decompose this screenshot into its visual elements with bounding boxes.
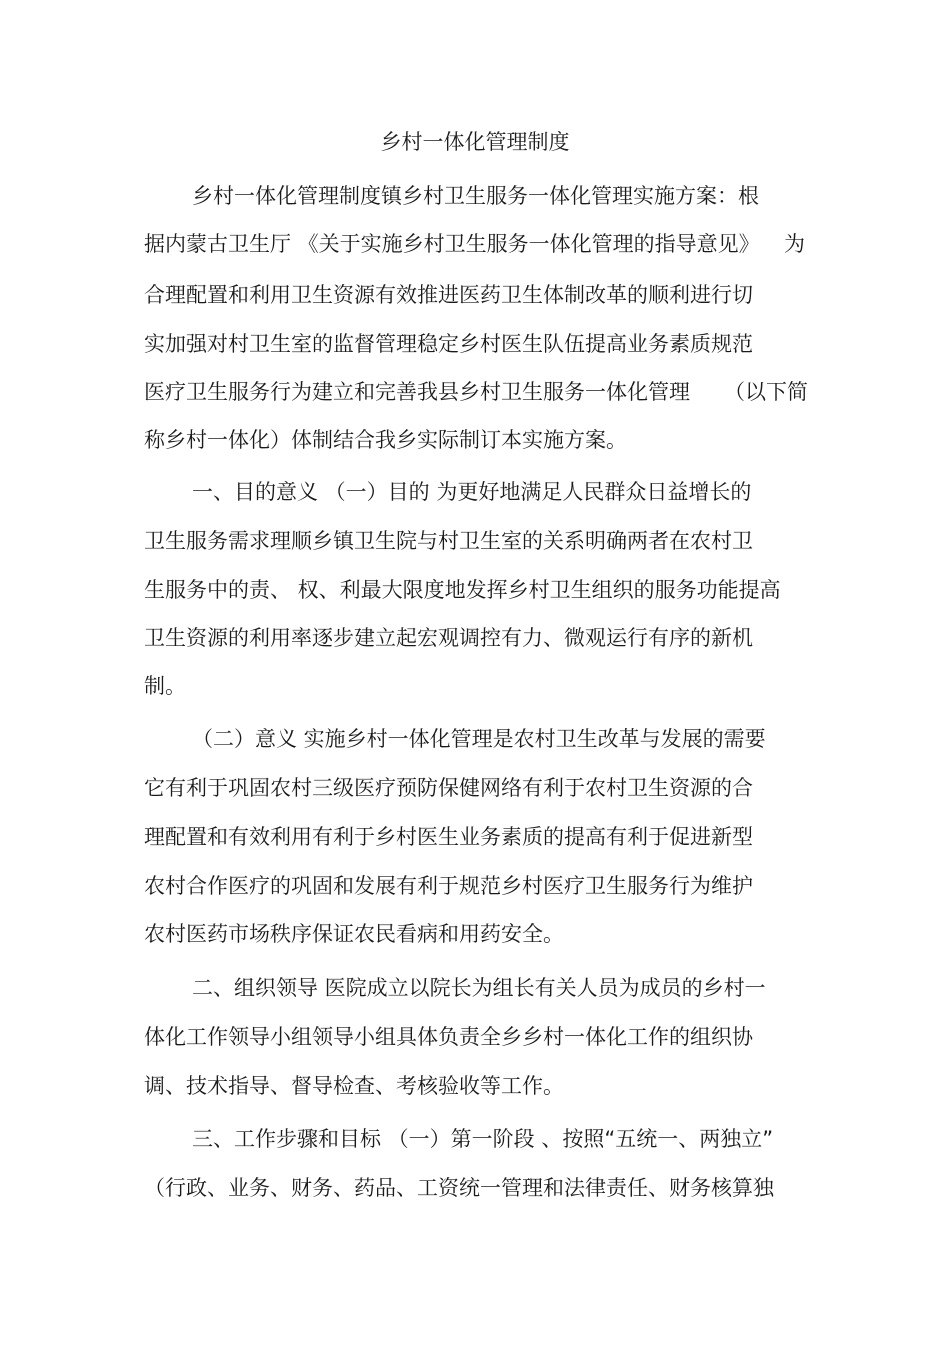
paragraph-line: 三、工作步骤和目标 （一）第一阶段 、按照“五统一、两独立” — [192, 1127, 774, 1151]
paragraph-line: 它有利于巩固农村三级医疗预防保健网络有利于农村卫生资源的合 — [144, 776, 753, 800]
paragraph-line: 二、组织领导 医院成立以院长为组长有关人员为成员的乡村一 — [192, 976, 766, 1000]
paragraph-line: （二）意义 实施乡村一体化管理是农村卫生改革与发展的需要 — [192, 727, 766, 751]
paragraph-line: 医疗卫生服务行为建立和完善我县乡村卫生服务一体化管理 — [144, 380, 690, 404]
paragraph-line: 体化工作领导小组领导小组具体负责全乡乡村一体化工作的组织协 — [144, 1025, 753, 1049]
page-title: 乡村一体化管理制度 — [380, 130, 570, 154]
paragraph-line: 合理配置和利用卫生资源有效推进医药卫生体制改革的顺利进行切 — [144, 283, 753, 307]
paragraph-line: 据内蒙古卫生厅 《关于实施乡村卫生服务一体化管理的指导意见》 — [144, 232, 760, 256]
paragraph-line: 一、目的意义 （一）目的 为更好地满足人民群众日益增长的 — [192, 480, 752, 504]
paragraph-line: 调、技术指导、督导检查、考核验收等工作。 — [144, 1074, 564, 1098]
paragraph-line: 制。 — [144, 674, 186, 698]
paragraph-line: 卫生资源的利用率逐步建立起宏观调控有力、微观运行有序的新机 — [144, 626, 753, 650]
paragraph-line: 乡村一体化管理制度镇乡村卫生服务一体化管理实施方案：根 — [192, 184, 759, 208]
paragraph-line: 生服务中的责、 权、利最大限度地发挥乡村卫生组织的服务功能提高 — [144, 578, 781, 602]
paragraph-line-fragment: 为 — [784, 232, 805, 256]
paragraph-line: 农村医药市场秩序保证农民看病和用药安全。 — [144, 922, 564, 946]
paragraph-line: 农村合作医疗的巩固和发展有利于规范乡村医疗卫生服务行为维护 — [144, 874, 753, 898]
paragraph-line: （行政、业务、财务、药品、工资统一管理和法律责任、财务核算独 — [144, 1176, 774, 1200]
paragraph-line: 称乡村一体化）体制结合我乡实际制订本实施方案。 — [144, 428, 627, 452]
paragraph-line: 实加强对村卫生室的监督管理稳定乡村医生队伍提高业务素质规范 — [144, 332, 753, 356]
paragraph-line: 卫生服务需求理顺乡镇卫生院与村卫生室的关系明确两者在农村卫 — [144, 529, 753, 553]
paragraph-line: 理配置和有效利用有利于乡村医生业务素质的提高有利于促进新型 — [144, 825, 753, 849]
paragraph-line-fragment: （以下简 — [724, 380, 808, 404]
